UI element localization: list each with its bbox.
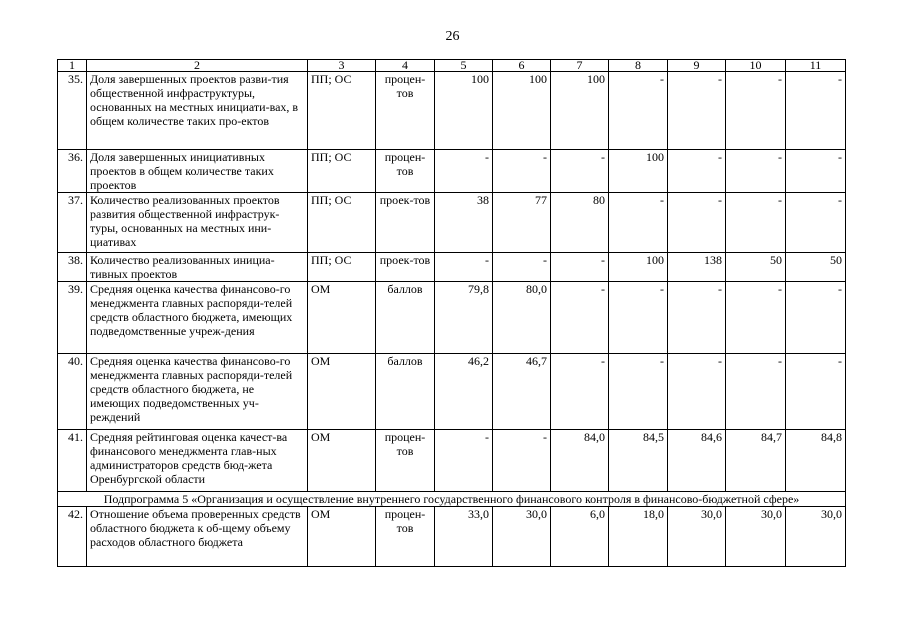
value-cell: 38 — [435, 193, 493, 253]
row-number: 40. — [58, 354, 87, 430]
header-cell: 6 — [493, 60, 551, 72]
indicator-name: Количество реализованных инициа-тивных проектов — [87, 253, 308, 282]
value-cell: 100 — [493, 72, 551, 150]
table-row — [58, 72, 846, 150]
unit-cell: процен-тов — [376, 430, 435, 492]
unit-cell: проек-тов — [376, 193, 435, 253]
table-row — [58, 507, 846, 567]
row-number: 41. — [58, 430, 87, 492]
indicator-type: ОМ — [308, 282, 376, 354]
value-cell: - — [726, 354, 786, 430]
indicator-type: ОМ — [308, 354, 376, 430]
value-cell: - — [786, 193, 846, 253]
value-cell: - — [668, 193, 726, 253]
row-number: 35. — [58, 72, 87, 150]
value-cell: - — [551, 354, 609, 430]
value-cell: - — [609, 193, 668, 253]
header-cell: 7 — [551, 60, 609, 72]
header-cell: 3 — [308, 60, 376, 72]
value-cell: 6,0 — [551, 507, 609, 567]
value-cell: - — [435, 253, 493, 282]
value-cell: - — [609, 72, 668, 150]
value-cell: - — [786, 282, 846, 354]
value-cell: 100 — [609, 253, 668, 282]
value-cell: - — [609, 354, 668, 430]
value-cell: 46,7 — [493, 354, 551, 430]
header-cell: 11 — [786, 60, 846, 72]
value-cell: - — [609, 282, 668, 354]
indicator-name: Отношение объема проверенных средств областного бюджета к об-щему объему расходов областного бюджета — [87, 507, 308, 567]
table-row — [58, 430, 846, 492]
value-cell: 18,0 — [609, 507, 668, 567]
row-number: 39. — [58, 282, 87, 354]
value-cell: - — [551, 282, 609, 354]
value-cell: - — [726, 193, 786, 253]
indicator-name: Средняя рейтинговая оценка качест-ва финансового менеджмента глав-ных администраторов средств бюд-жета Оренбургской области — [87, 430, 308, 492]
value-cell: 84,0 — [551, 430, 609, 492]
table-row — [58, 253, 846, 282]
unit-cell: процен-тов — [376, 507, 435, 567]
table-row — [58, 354, 846, 430]
indicators-table — [57, 59, 846, 567]
value-cell: - — [786, 354, 846, 430]
table-row — [58, 193, 846, 253]
indicator-type: ПП; ОС — [308, 253, 376, 282]
value-cell: 50 — [786, 253, 846, 282]
indicator-type: ПП; ОС — [308, 72, 376, 150]
page-number: 26 — [445, 29, 460, 44]
value-cell: - — [493, 253, 551, 282]
indicator-type: ОМ — [308, 430, 376, 492]
value-cell: 30,0 — [726, 507, 786, 567]
indicator-name: Доля завершенных инициативных проектов в общем количестве таких проектов — [87, 150, 308, 193]
value-cell: - — [786, 150, 846, 193]
value-cell: 33,0 — [435, 507, 493, 567]
row-number: 37. — [58, 193, 87, 253]
value-cell: - — [668, 354, 726, 430]
header-cell: 10 — [726, 60, 786, 72]
header-cell: 8 — [609, 60, 668, 72]
value-cell: - — [786, 72, 846, 150]
value-cell: 80 — [551, 193, 609, 253]
value-cell: 79,8 — [435, 282, 493, 354]
value-cell: 100 — [435, 72, 493, 150]
table-row — [58, 150, 846, 193]
value-cell: 50 — [726, 253, 786, 282]
value-cell: 30,0 — [668, 507, 726, 567]
unit-cell: баллов — [376, 282, 435, 354]
value-cell: 80,0 — [493, 282, 551, 354]
value-cell: 84,6 — [668, 430, 726, 492]
indicator-name: Средняя оценка качества финансово-го менеджмента главных распоряди-телей средств областного бюджета, не имеющих подведомственных уч-реждений — [87, 354, 308, 430]
header-row — [58, 60, 846, 72]
value-cell: 138 — [668, 253, 726, 282]
subprogram-title: Подпрограмма 5 «Организация и осуществление внутреннего государственного финансового контроля в финансово-бюджетной сфере» — [58, 492, 846, 507]
indicator-type: ОМ — [308, 507, 376, 567]
value-cell: 84,7 — [726, 430, 786, 492]
value-cell: 100 — [551, 72, 609, 150]
header-cell: 2 — [87, 60, 308, 72]
indicator-name: Доля завершенных проектов разви-тия общественной инфраструктуры, основанных на местных инициати-вах, в общем количестве таких про-ектов — [87, 72, 308, 150]
value-cell: - — [435, 150, 493, 193]
indicator-type: ПП; ОС — [308, 150, 376, 193]
value-cell: 77 — [493, 193, 551, 253]
value-cell: - — [668, 282, 726, 354]
header-cell: 5 — [435, 60, 493, 72]
value-cell: - — [493, 430, 551, 492]
value-cell: - — [668, 72, 726, 150]
value-cell: - — [551, 150, 609, 193]
table-row — [58, 282, 846, 354]
value-cell: 46,2 — [435, 354, 493, 430]
row-number: 42. — [58, 507, 87, 567]
value-cell: 30,0 — [493, 507, 551, 567]
value-cell: - — [551, 253, 609, 282]
value-cell: 84,5 — [609, 430, 668, 492]
unit-cell: процен-тов — [376, 150, 435, 193]
value-cell: 100 — [609, 150, 668, 193]
value-cell: - — [726, 282, 786, 354]
unit-cell: процен-тов — [376, 72, 435, 150]
value-cell: - — [726, 72, 786, 150]
value-cell: 84,8 — [786, 430, 846, 492]
header-cell: 1 — [58, 60, 87, 72]
row-number: 36. — [58, 150, 87, 193]
indicator-name: Количество реализованных проектов развития общественной инфраструк-туры, основанных на местных ини-циативах — [87, 193, 308, 253]
value-cell: - — [726, 150, 786, 193]
indicator-type: ПП; ОС — [308, 193, 376, 253]
unit-cell: баллов — [376, 354, 435, 430]
indicator-name: Средняя оценка качества финансово-го менеджмента главных распоряди-телей средств областного бюджета, имеющих подведомственные учреж-дения — [87, 282, 308, 354]
row-number: 38. — [58, 253, 87, 282]
header-cell: 4 — [376, 60, 435, 72]
subprogram-row — [58, 492, 846, 507]
unit-cell: проек-тов — [376, 253, 435, 282]
header-cell: 9 — [668, 60, 726, 72]
value-cell: - — [668, 150, 726, 193]
value-cell: 30,0 — [786, 507, 846, 567]
value-cell: - — [493, 150, 551, 193]
value-cell: - — [435, 430, 493, 492]
